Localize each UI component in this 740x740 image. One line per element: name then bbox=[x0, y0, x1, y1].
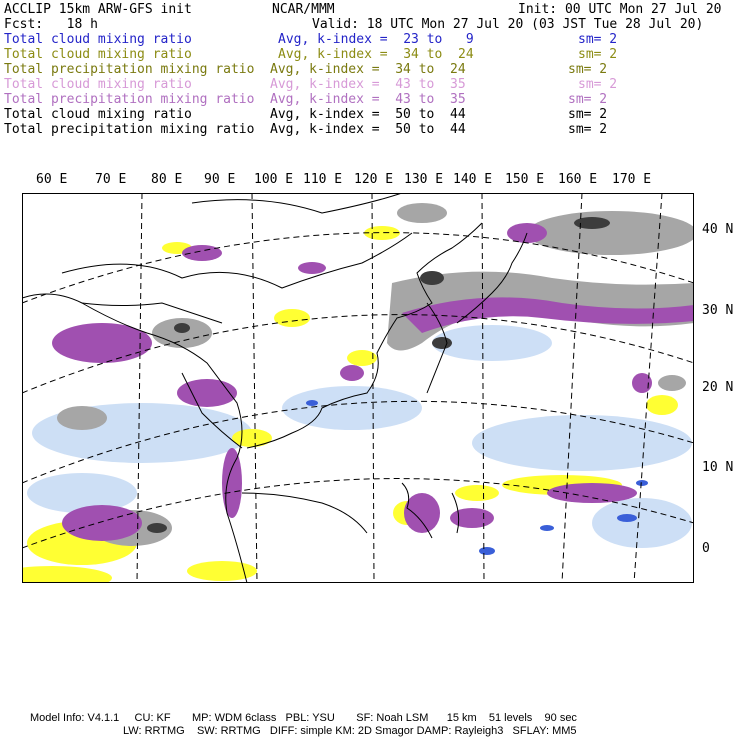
field-smoothing: sm= 2 bbox=[568, 92, 608, 107]
lon-label: 110 E bbox=[303, 172, 343, 187]
field-smoothing: sm= 2 bbox=[568, 122, 608, 137]
forecast-hour: Fcst: 18 h bbox=[4, 17, 98, 32]
model-info-line1: Model Info: V4.1.1 CU: KF MP: WDM 6class PBL: YSU SF: Noah LSM 15 km 51 levels 90 sec bbox=[30, 712, 577, 724]
lat-label: 30 N bbox=[702, 303, 734, 318]
field-avg-kindex: Avg, k-index = 34 to 24 bbox=[278, 47, 474, 62]
lon-label: 130 E bbox=[404, 172, 444, 187]
field-name: Total precipitation mixing ratio bbox=[4, 122, 255, 137]
lon-label: 140 E bbox=[453, 172, 493, 187]
forecast-map bbox=[22, 193, 694, 583]
field-avg-kindex: Avg, k-index = 34 to 24 bbox=[270, 62, 466, 77]
lat-label: 40 N bbox=[702, 222, 734, 237]
field-avg-kindex: Avg, k-index = 43 to 35 bbox=[270, 77, 466, 92]
lon-label: 80 E bbox=[151, 172, 183, 187]
lat-label: 20 N bbox=[702, 380, 734, 395]
field-smoothing: sm= 2 bbox=[578, 47, 618, 62]
field-avg-kindex: Avg, k-index = 23 to 9 bbox=[278, 32, 474, 47]
field-smoothing: sm= 2 bbox=[578, 77, 618, 92]
lon-label: 170 E bbox=[612, 172, 652, 187]
lon-label: 120 E bbox=[354, 172, 394, 187]
valid-time: Valid: 18 UTC Mon 27 Jul 20 (03 JST Tue 28 Jul 20) bbox=[312, 17, 704, 32]
lon-label: 90 E bbox=[204, 172, 236, 187]
field-smoothing: sm= 2 bbox=[578, 32, 618, 47]
lon-label: 60 E bbox=[36, 172, 68, 187]
field-avg-kindex: Avg, k-index = 43 to 35 bbox=[270, 92, 466, 107]
field-name: Total precipitation mixing ratio bbox=[4, 92, 255, 107]
init-time: Init: 00 UTC Mon 27 Jul 20 bbox=[518, 2, 722, 17]
model-title: ACCLIP 15km ARW-GFS init bbox=[4, 2, 192, 17]
field-name: Total cloud mixing ratio bbox=[4, 47, 192, 62]
field-name: Total cloud mixing ratio bbox=[4, 107, 192, 122]
lon-label: 160 E bbox=[558, 172, 598, 187]
field-name: Total cloud mixing ratio bbox=[4, 32, 192, 47]
field-avg-kindex: Avg, k-index = 50 to 44 bbox=[270, 107, 466, 122]
lon-label: 100 E bbox=[254, 172, 294, 187]
model-info-line2: LW: RRTMG SW: RRTMG DIFF: simple KM: 2D Smagor DAMP: Rayleigh3 SFLAY: MM5 bbox=[123, 725, 577, 737]
lat-label: 0 bbox=[702, 541, 710, 556]
lat-label: 10 N bbox=[702, 460, 734, 475]
lon-label: 150 E bbox=[505, 172, 545, 187]
field-smoothing: sm= 2 bbox=[568, 62, 608, 77]
lon-label: 70 E bbox=[95, 172, 127, 187]
org-label: NCAR/MMM bbox=[272, 2, 335, 17]
field-name: Total cloud mixing ratio bbox=[4, 77, 192, 92]
field-avg-kindex: Avg, k-index = 50 to 44 bbox=[270, 122, 466, 137]
field-name: Total precipitation mixing ratio bbox=[4, 62, 255, 77]
field-smoothing: sm= 2 bbox=[568, 107, 608, 122]
